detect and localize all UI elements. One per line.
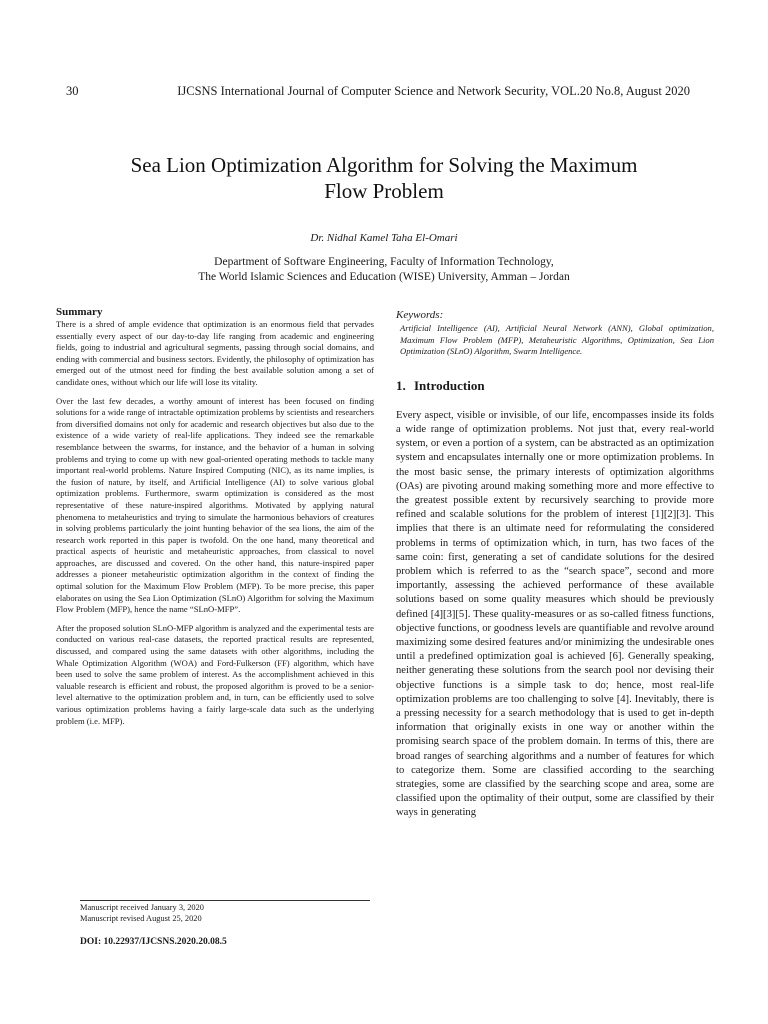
introduction-heading [396, 378, 714, 394]
journal-citation: IJCSNS International Journal of Computer Science and Network Security, VOL.20 No.8, August 2020 [177, 84, 690, 98]
manuscript-received: Manuscript received January 3, 2020 [80, 903, 204, 912]
footnote-rule [80, 900, 370, 901]
manuscript-revised: Manuscript revised August 25, 2020 [80, 914, 202, 923]
affiliation-line-2: The World Islamic Sciences and Education (WISE) University, Amman – Jordan [198, 271, 570, 283]
section-title: Introduction [414, 377, 485, 393]
doi: DOI: 10.22937/IJCSNS.2020.20.08.5 [80, 937, 227, 947]
affiliation [0, 255, 768, 285]
right-column [396, 309, 714, 821]
paper-title [40, 152, 728, 204]
page-number: 30 [66, 84, 79, 98]
summary-paragraph-3: After the proposed solution SLnO-MFP algorithm is analyzed and the experimental tests are conducted on various real-case datasets, the reported practical results are represented, discussed, and compared using the same datasets with other algorithms, including the Whale Optimization Algorithm (WOA) and Ford-Fulkerson (FF) algorithm, which have been used to solve the same problem of interest. As the accomplishment achieved in this valuable research is efficient and robust, the proposed algorithm is proved to be a senior-level alternative to the optimization problem and, in turn, can be efficiently used to solve various optimization problems having a fairly large-scale data such as the underlying problem (i.e. MFP). [56, 622, 374, 726]
summary-paragraph-1: There is a shred of ample evidence that optimization is an enormous field that pervades essentially every aspect of our day-to-day life ranging from academic and engineering fields, going to industrial and agricultural segments, passing through social domains, and ending with commercial and business sectors. Evidently, the philosophy of optimization has emerged out of the utmost need for finding the best available solution among a set of candidate ones, without which our life will lose its vitality. [56, 319, 374, 387]
paper-title-line-2: Flow Problem [324, 179, 444, 203]
manuscript-dates [80, 902, 204, 924]
running-header [66, 84, 690, 100]
summary-heading: Summary [56, 306, 103, 318]
keywords-label: Keywords: [396, 309, 444, 321]
affiliation-line-1: Department of Software Engineering, Faculty of Information Technology, [214, 256, 554, 268]
introduction-paragraph: Every aspect, visible or invisible, of our life, encompasses inside its folds a wide range of optimization problems. Not just that, every real-world system, or even a portion of a system, can be abstracted as an optimization system and encapsulates internally one or more optimization problems. In the most basic sense, the primary interests of optimization algorithms (OAs) are pivoting around making something more and more effective to the greatest possible extent by recursively searching to provide more refined and scalable solutions for the problem of interest [1][2][3]. This implies that there is an ultimate need for reformulating the considered problems in terms of optimization which, in turn, has two faces of the same coin: first, generating a set of candidate solutions for the desired problem which is referred to as the “search space”, second and more importantly, assessing the achieved performance of these available solutions based on some quality measures which should be previously defined [4][3][5]. These quality-measures or as so-called fitness functions, objective functions, or goodness levels are quantifiable and revolve around maximizing some desired features and/or minimizing the undesirable ones until a predefined optimization goal is achieved [6]. Generally speaking, neither generating these solutions from the search pool nor devising their objective functions is a simple task to do; hence, most real-life optimization problems are too challenging to solve [4]. Inevitably, there is a pressing necessity for a search methodology that is used to get in-depth information that originally exists in one way or another within the promising search space of the problem domain. In terms of this, there are broad ranges of searching algorithms and a number of features for which to categorize them. Some are classified according to the searching strategies, some are classified by the searching scope and area, some are classified upon the optimality of their output, some are classified by their ways in generating [396, 409, 714, 819]
paper-title-line-1: Sea Lion Optimization Algorithm for Solving the Maximum [130, 153, 638, 177]
keywords-text: Artificial Intelligence (AI), Artificial Neural Network (ANN), Global optimization, Maximum Flow Problem (MFP), Metaheuristic Algorithms, Optimization, Sea Lion Optimization (SLnO) Algorithm, Swarm Intelligence. [400, 323, 714, 357]
left-column [56, 306, 374, 734]
summary-paragraph-2: Over the last few decades, a worthy amount of interest has been focused on finding solutions for a wide range of intractable optimization problems by scientists and researchers from diversified domains not only for academic and research objectives but also due to the existence of a wide variety of real-life applications. They indeed see the remarkable resemblance between the swarms, for instance, and the behavior of a human in solving problems and trying to come up with new goal-oriented operating methods to tackle many important real-world problems. Nature Inspired Computing (NIC), as its name implies, is the fusion of nature, by itself, and Artificial Intelligence (AI) to solve various global optimization problems. Furthermore, swarm optimization is considered as the most representative of these nature-inspired algorithms. Motivated by applying natural phenomena to metaheuristics and trying to simulate the harmonious behaviors of creatures in solving problems particularly the joint hunting behavior of the sea lions, the aim of the research work reported in this paper is twofold. On the one hand, many theoretical and practical aspects of heuristic and metaheuristic approaches, from classical to novel approaches, are discussed and covered. On the other hand, this nature-inspired paper addresses a pioneer metaheuristic optimization algorithm in the context of finding the optimal solution for the Maximum Flow Problem (MFP). To be more precise, this paper elaborates on using the Sea Lion Optimization (SLnO) Algorithm for solving the Maximum Flow Problem (MFP), hence the name “SLnO-MFP”. [56, 395, 374, 615]
section-number: 1. [396, 377, 406, 393]
author-name: Dr. Nidhal Kamel Taha El-Omari [310, 232, 458, 244]
